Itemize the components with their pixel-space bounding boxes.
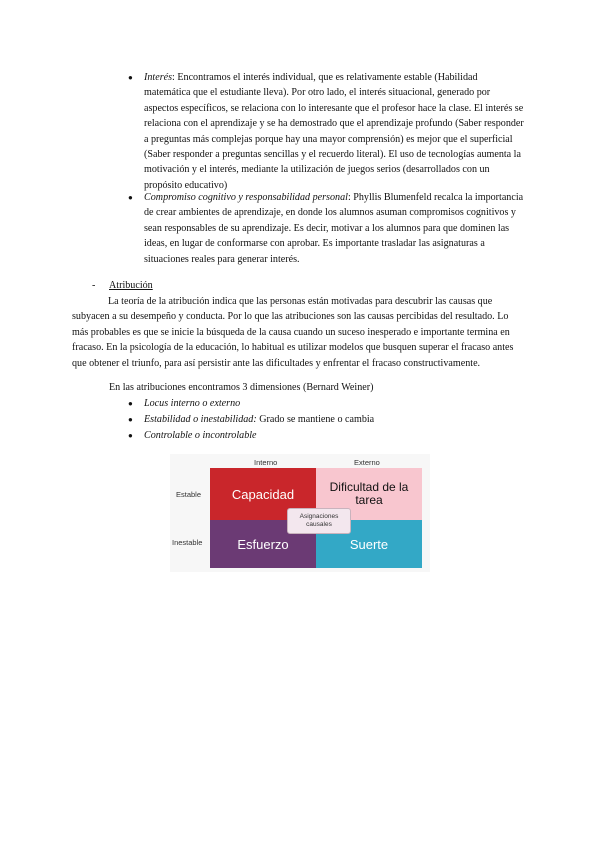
dimensions-intro: En las atribuciones encontramos 3 dimensiones (Bernard Weiner) <box>109 382 374 393</box>
center-label: Asignaciones causales <box>299 513 339 528</box>
col-label-interno: Interno <box>254 458 278 467</box>
bullet-compromiso <box>144 190 524 267</box>
bullet-marker: ● <box>128 73 133 82</box>
bullet-text: : Encontramos el interés individual, que es relativamente estable (Habilidad matemática que el estudiante lleva). Por otro lado, el interés situacional, generado por aspectos específicos, se relaciona con lo interesante que el profesor hace la clase. El interés se relaciona con el aprendizaje y se ha demostrado que el aprendizaje profundo (Saber responder a preguntas más complejas porque hay una mayor comprensión) es mejor que el superficial (Saber responder a preguntas sencillas y el recuerdo literal). El uso de tecnologías aumenta la motivación y el interés, mediante la utilización de juegos serios (desarrollados con un propósito educativo) <box>144 72 524 191</box>
bullet-marker: ● <box>128 415 133 424</box>
dimension-item <box>144 396 240 411</box>
cell-label: Suerte <box>349 536 389 552</box>
cell-label: Capacidad <box>231 486 295 502</box>
bullet-interes <box>144 70 524 193</box>
dimension-text: Grado se mantiene o cambia <box>256 414 375 425</box>
heading-dash: - <box>92 280 96 291</box>
row-label-inestable: Inestable <box>172 538 203 547</box>
dimension-item <box>144 428 257 443</box>
cell-label: Dificultad de la tarea <box>329 480 409 507</box>
dimension-item <box>144 412 374 427</box>
bullet-term: Compromiso cognitivo y responsabilidad personal <box>144 192 348 203</box>
cell-label: Esfuerzo <box>237 536 289 552</box>
bullet-marker: ● <box>128 399 133 408</box>
section-heading: Atribución <box>109 280 153 291</box>
dimension-term: Controlable o incontrolable <box>144 430 257 441</box>
attribution-diagram <box>170 454 430 572</box>
bullet-marker: ● <box>128 431 133 440</box>
col-label-externo: Externo <box>354 458 380 467</box>
atribucion-paragraph: La teoría de la atribución indica que las personas están motivadas para descubrir las causas que subyacen a su desempeño y conducta. Por lo que las atribuciones son las causas percibidas del resultado. Lo más probables es que se inicie la búsqueda de la causa cuando un suceso inesperado e importante termina en fracaso. En la psicología de la educación, lo habitual es utilizar modelos que busquen superar el fracaso antes que obtener el triunfo, para así persistir ante las dificultades y enfrentar el fracaso constructivamente. <box>72 296 514 369</box>
bullet-text: : Phyllis Blumenfeld recalca la importancia de crear ambientes de aprendizaje, en donde los alumnos asuman compromisos cognitivos y sean responsables de su aprendizaje. Es decir, motivar a los alumnos para que dominen las ideas, en lugar de conformarse con aprobar. Es importante trasladar las asignaturas a situaciones reales para generar interés. <box>144 192 524 265</box>
dimension-term: Locus interno o externo <box>144 398 241 409</box>
row-label-estable: Estable <box>176 490 202 499</box>
bullet-term: Interés <box>144 72 173 83</box>
dimension-term: Estabilidad o inestabilidad: <box>144 414 257 425</box>
bullet-marker: ● <box>128 193 133 202</box>
center-box <box>287 508 351 534</box>
